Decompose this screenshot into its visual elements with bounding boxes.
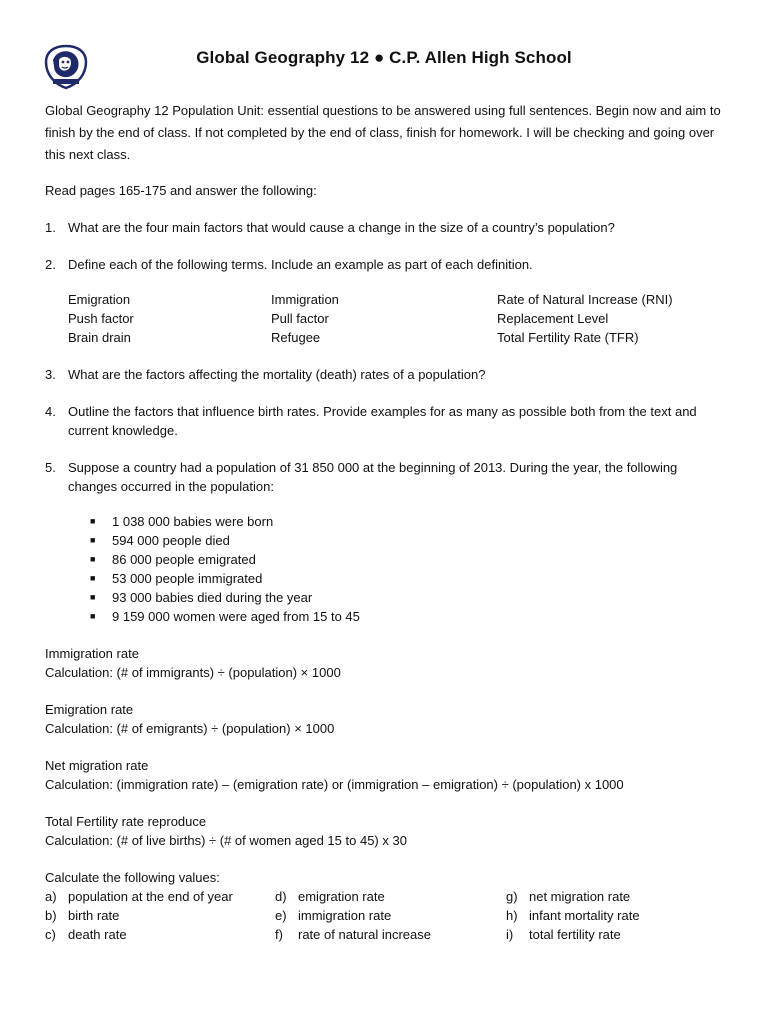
value-item [45,906,275,925]
value-letter: i) [506,927,514,942]
term: Total Fertility Rate (TFR) [497,330,639,345]
list-item-text: 1 038 000 babies were born [112,514,274,529]
worksheet-body [45,100,730,944]
population-changes-list [90,512,730,626]
question-text: Suppose a country had a population of 31 850 000 at the beginning of 2013. During the year, the following changes occurred in the population: [68,460,678,494]
value-letter: g) [506,889,518,904]
question-number: 2. [45,257,56,272]
term: Pull factor [271,311,329,326]
question-3 [45,365,730,384]
question-number: 5. [45,460,56,475]
value-item [45,887,275,906]
question-number: 4. [45,404,56,419]
question-2 [45,255,730,274]
terms-row [68,328,730,347]
bullet-square-icon: ■ [90,554,96,564]
value-item [506,887,730,906]
formula-calculation: Calculation: (# of immigrants) ÷ (population) × 1000 [45,665,341,680]
formula-calculation: Calculation: (immigration rate) – (emigration rate) or (immigration – emigration) ÷ (population) x 1000 [45,777,624,792]
read-instruction: Read pages 165-175 and answer the following: [45,183,317,198]
bullet-square-icon: ■ [90,573,96,583]
list-item [90,569,730,588]
term: Push factor [68,311,134,326]
value-item [275,906,506,925]
intro-paragraph: Global Geography 12 Population Unit: essential questions to be answered using full sentences. Begin now and aim to finish by the end of class. If not completed by the end of class, finish for homework. I will be checking and going over this next class. [45,103,721,162]
terms-table [68,290,730,347]
value-letter: h) [506,908,518,923]
formula-calculation: Calculation: (# of emigrants) ÷ (population) × 1000 [45,721,335,736]
term: Refugee [271,330,321,345]
value-text: rate of natural increase [298,927,431,942]
term: Replacement Level [497,311,609,326]
question-text: Outline the factors that influence birth rates. Provide examples for as many as possible both from the text and current knowledge. [68,404,697,438]
formula-name: Net migration rate [45,758,149,773]
values-list [45,887,730,944]
list-item [90,607,730,626]
list-item [90,531,730,550]
question-text: Define each of the following terms. Include an example as part of each definition. [68,257,533,272]
value-letter: c) [45,927,56,942]
bullet-square-icon: ■ [90,611,96,621]
value-letter: a) [45,889,57,904]
bullet-square-icon: ■ [90,592,96,602]
value-text: death rate [68,927,127,942]
value-item [275,925,506,944]
page-title: Global Geography 12 ● C.P. Allen High School [196,48,572,67]
value-text: infant mortality rate [529,908,640,923]
question-5 [45,458,730,496]
formula-net-migration-rate [45,756,730,794]
list-item-text: 594 000 people died [112,533,230,548]
value-text: net migration rate [529,889,631,904]
value-letter: d) [275,889,287,904]
term: Rate of Natural Increase (RNI) [497,292,673,307]
value-text: birth rate [68,908,120,923]
list-item [90,512,730,531]
list-item [90,588,730,607]
value-text: emigration rate [298,889,385,904]
value-text: population at the end of year [68,889,233,904]
list-item [90,550,730,569]
bullet-square-icon: ■ [90,535,96,545]
terms-row [68,309,730,328]
formula-emigration-rate [45,700,730,738]
values-column [45,887,275,944]
value-text: immigration rate [298,908,392,923]
list-item-text: 86 000 people emigrated [112,552,256,567]
value-item [506,925,730,944]
formula-name: Immigration rate [45,646,139,661]
formula-calculation: Calculation: (# of live births) ÷ (# of women aged 15 to 45) x 30 [45,833,407,848]
list-item-text: 9 159 000 women were aged from 15 to 45 [112,609,360,624]
value-letter: b) [45,908,57,923]
formula-immigration-rate [45,644,730,682]
question-1 [45,218,730,237]
formula-name: Total Fertility rate reproduce [45,814,207,829]
question-number: 3. [45,367,56,382]
term: Brain drain [68,330,131,345]
value-item [275,887,506,906]
value-text: total fertility rate [529,927,621,942]
bullet-square-icon: ■ [90,516,96,526]
value-item [45,925,275,944]
question-4 [45,402,730,440]
term: Immigration [271,292,339,307]
values-column [506,887,730,944]
question-number: 1. [45,220,56,235]
formula-total-fertility-rate [45,812,730,850]
question-text: What are the factors affecting the mortality (death) rates of a population? [68,367,486,382]
list-item-text: 93 000 babies died during the year [112,590,313,605]
values-heading: Calculate the following values: [45,870,220,885]
value-letter: e) [275,908,287,923]
values-column [275,887,506,944]
term: Emigration [68,292,131,307]
question-text: What are the four main factors that would cause a change in the size of a country’s population? [68,220,615,235]
value-item [506,906,730,925]
value-letter: f) [275,927,283,942]
list-item-text: 53 000 people immigrated [112,571,263,586]
terms-row [68,290,730,309]
formula-name: Emigration rate [45,702,134,717]
